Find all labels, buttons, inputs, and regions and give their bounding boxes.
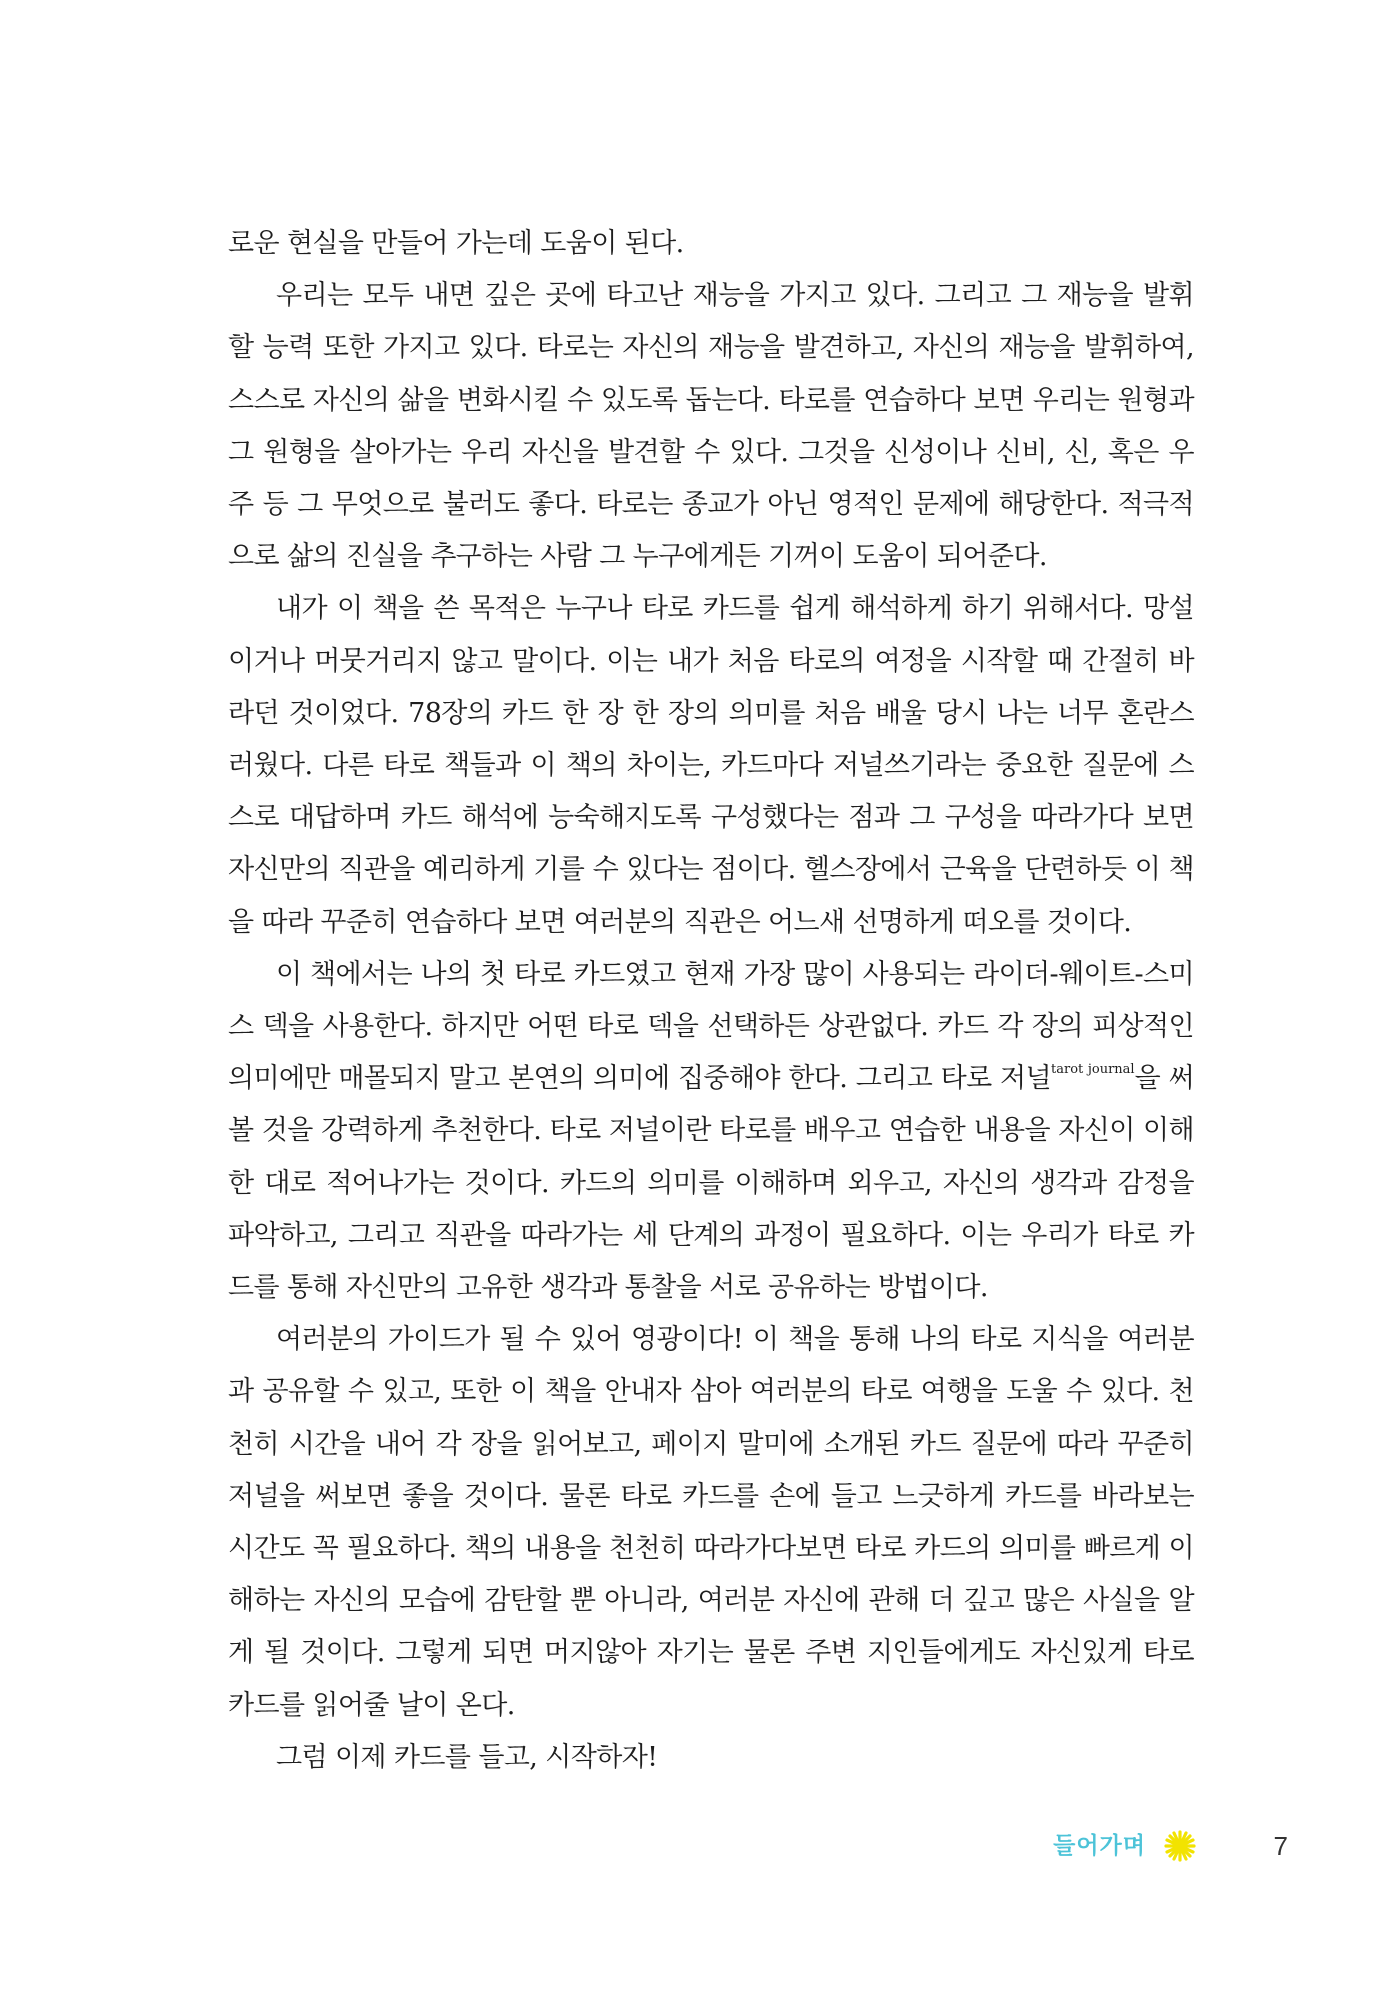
paragraph-1: 로운 현실을 만들어 가는데 도움이 된다. xyxy=(228,228,684,259)
page-number: 7 xyxy=(1273,1831,1288,1861)
paragraph-4-text-before: 이 책에서는 나의 첫 타로 카드였고 현재 가장 많이 사용되는 라이더-웨이트-스미스 덱을 사용한다. 하지만 어떤 타로 덱을 선택하든 상관없다. 카드 각 장의 피상적인 의미에만 매몰되지 말고 본연의 의미에 집중해야 한다. 그리고 타로 저널 xyxy=(228,958,1194,1095)
paragraph-4 xyxy=(228,949,1194,1314)
paragraph-2: 우리는 모두 내면 깊은 곳에 타고난 재능을 가지고 있다. 그리고 그 재능을 발휘할 능력 또한 가지고 있다. 타로는 자신의 재능을 발견하고, 자신의 재능을 발휘하여, 스스로 자신의 삶을 변화시킬 수 있도록 돕는다. 타로를 연습하다 보면 우리는 원형과 그 원형을 살아가는 우리 자신을 발견할 수 있다. 그것을 신성이나 신비, 신, 혹은 우주 등 그 무엇으로 불러도 좋다. 타로는 종교가 아닌 영적인 문제에 해당한다. 적극적으로 삶의 진실을 추구하는 사람 그 누구에게든 기꺼이 도움이 되어준다. xyxy=(228,280,1194,573)
star-burst-icon xyxy=(1164,1830,1196,1862)
paragraph-4-text-after: 을 써볼 것을 강력하게 추천한다. 타로 저널이란 타로를 배우고 연습한 내용을 자신이 이해한 대로 적어나가는 것이다. 카드의 의미를 이해하며 외우고, 자신의 생각과 감정을 파악하고, 그리고 직관을 따라가는 세 단계의 과정이 필요하다. 이는 우리가 타로 카드를 통해 자신만의 고유한 생각과 통찰을 서로 공유하는 방법이다. xyxy=(228,1063,1194,1304)
paragraph-6: 그럼 이제 카드를 들고, 시작하자! xyxy=(276,1741,658,1773)
section-title: 들어가며 xyxy=(1053,1833,1146,1859)
paragraph-3: 내가 이 책을 쓴 목적은 누구나 타로 카드를 쉽게 해석하게 하기 위해서다. 망설이거나 머뭇거리지 않고 말이다. 이는 내가 처음 타로의 여정을 시작할 때 간절히 바라던 것이었다. 78장의 카드 한 장 한 장의 의미를 처음 배울 당시 나는 너무 혼란스러웠다. 다른 타로 책들과 이 책의 차이는, 카드마다 저널쓰기라는 중요한 질문에 스스로 대답하며 카드 해석에 능숙해지도록 구성했다는 점과 그 구성을 따라가다 보면 자신만의 직관을 예리하게 기를 수 있다는 점이다. 헬스장에서 근육을 단련하듯 이 책을 따라 꾸준히 연습하다 보면 여러분의 직관은 어느새 선명하게 떠오를 것이다. xyxy=(228,593,1194,938)
tarot-journal-superscript: tarot journal xyxy=(1051,1062,1135,1078)
paragraph-5: 여러분의 가이드가 될 수 있어 영광이다! 이 책을 통해 나의 타로 지식을 여러분과 공유할 수 있고, 또한 이 책을 안내자 삼아 여러분의 타로 여행을 도울 수 있다. 천천히 시간을 내어 각 장을 읽어보고, 페이지 말미에 소개된 카드 질문에 따라 꾸준히 저널을 써보면 좋을 것이다. 물론 타로 카드를 손에 들고 느긋하게 카드를 바라보는 시간도 꼭 필요하다. 책의 내용을 천천히 따라가다보면 타로 카드의 의미를 빠르게 이해하는 자신의 모습에 감탄할 뿐 아니라, 여러분 자신에 관해 더 깊고 많은 사실을 알게 될 것이다. 그렇게 되면 머지않아 자기는 물론 주변 지인들에게도 자신있게 타로 카드를 읽어줄 날이 온다. xyxy=(228,1324,1194,1721)
body-text xyxy=(228,218,1194,1784)
page-footer xyxy=(0,1826,1400,1866)
